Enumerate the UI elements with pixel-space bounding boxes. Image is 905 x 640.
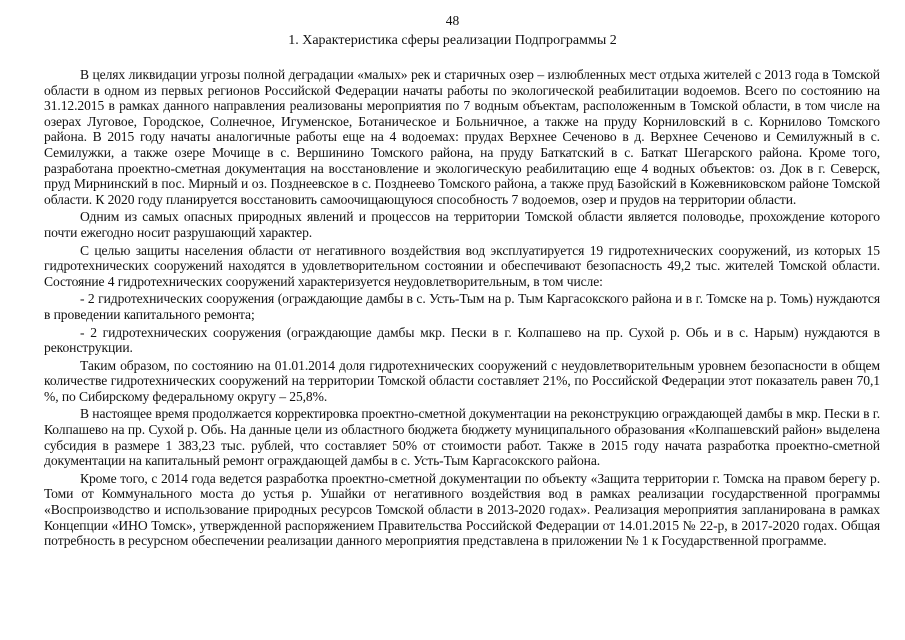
paragraph-rivers-rehabilitation: В целях ликвидации угрозы полной деградации «малых» рек и старичных озер – излюбленных мест отдыха жителей с 2013 года в Томской области в одном из первых регионов Российской Федерации начаты работы по экологической реабилитации водоемов. Всего по состоянию на 31.12.2015 в рамках данного направления реализованы мероприятия по 7 водным объектам, расположенным в Томской области, в том числе на озерах Луговое, Городское, Солнечное, Игуменское, Ботаническое и Больничное, а также на пруду Корниловский в с. Корнилово Томского района. В 2015 году начаты аналогичные работы еще на 4 водоемах: прудах Верхнее Сеченово в д. Верхнее Сеченово и Семилужный в с. Семилужки, а также озере Мочище в с. Вершинино Томского района, на пруду Баткатский в с. Баткат Шегарского района. Кроме того, разработана проектно-сметная документация на восстановление и экологическую реабилитацию еще 4 водных объектов: оз. Док в г. Северск, пруд Мирнинский в пос. Мирный и оз. Позднеевское в с. Позднеево Томского района, а также пруд Базойский в Кожевниковском районе Томской области. К 2020 году планируется восстановить самоочищающуюся способность 7 водоемов, озер и прудов на территории области. [44, 67, 880, 207]
list-item-reconstruction: - 2 гидротехнических сооружения (ограждающие дамбы мкр. Пески в г. Колпашево на пр. Сухой р. Обь и в с. Нарым) нуждаются в реконструкции. [44, 324, 880, 356]
section-title: 1. Характеристика сферы реализации Подпрограммы 2 [288, 33, 617, 48]
page-number: 48 [445, 13, 460, 28]
paragraph-safety-share: Таким образом, по состоянию на 01.01.2014 доля гидротехнических сооружений с неудовлетворительным уровнем безопасности в общем количестве гидротехнических сооружений на территории Томской области составляет 21%, по Российской Федерации этот показатель равен 70,1 %, по Сибирскому федеральному округу – 25,8%. [44, 357, 880, 404]
paragraph-tomsk-protection: Кроме того, с 2014 года ведется разработка проектно-сметной документации по объекту «Защита территории г. Томска на правом берегу р. Томи от Коммунального моста до устья р. Ушайки от негативного воздействия вод в рамках реализации государственной программы «Воспроизводство и использование природных ресурсов Томской области в 2013-2020 годах». Реализация мероприятия запланирована в рамках Концепции «ИНО Томск», утвержденной распоряжением Правительства Российской Федерации от 14.01.2015 № 22-р, в 2017-2020 годах. Общая потребность в ресурсном обеспечении реализации данного мероприятия представлена в приложении № 1 к Государственной программе. [44, 470, 880, 549]
paragraph-kolpashevo-dam: В настоящее время продолжается корректировка проектно-сметной документации на реконструкцию ограждающей дамбы в мкр. Пески в г. Колпашево на пр. Сухой р. Обь. На данные цели из областного бюджета бюджету муниципального образования «Колпашевский район» выделена субсидия в размере 1 383,23 тыс. рублей, что составляет 50% от стоимости работ. Также в 2015 году начата разработка проектно-сметной документации на капитальный ремонт ограждающей дамбы в с. Усть-Тым Каргасокского района. [44, 406, 880, 469]
list-item-capital-repair: - 2 гидротехнических сооружения (ограждающие дамбы в с. Усть-Тым на р. Тым Каргасокского района и в г. Томске на р. Томь) нуждаются в проведении капитального ремонта; [44, 291, 880, 322]
body-text [44, 67, 880, 551]
paragraph-hydraulic-structures: С целью защиты населения области от негативного воздействия вод эксплуатируется 19 гидротехнических сооружений, из которых 15 гидротехнических сооружений находятся в удовлетворительном состоянии и обеспечивают безопасность 49,2 тыс. жителей Томской области. Состояние 4 гидротехнических сооружений характеризуется неудовлетворительным, в том числе: [44, 242, 880, 289]
paragraph-flood-hazard: Одним из самых опасных природных явлений и процессов на территории Томской области является половодье, прохождение которого почти ежегодно носит разрушающий характер. [44, 209, 880, 240]
